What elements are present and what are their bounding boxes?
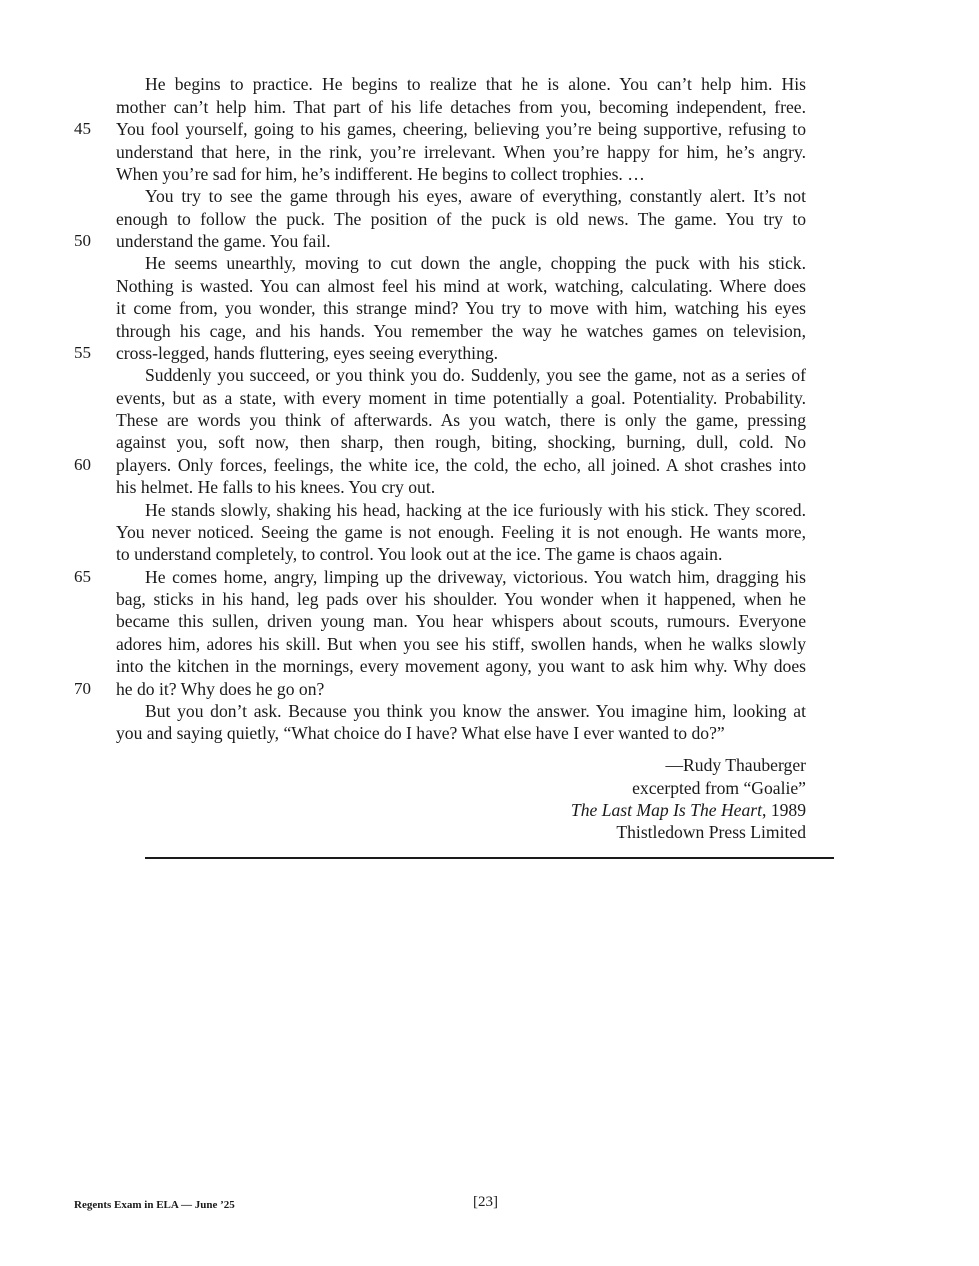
line-number: 55 xyxy=(74,343,91,362)
passage-line: mother can’t help him. That part of his life detaches from you, becoming independent, free. xyxy=(116,97,806,117)
footer-exam-label: Regents Exam in ELA — June ’25 xyxy=(74,1199,235,1211)
passage-line: You never noticed. Seeing the game is not enough. Feeling it is not enough. He wants more, xyxy=(116,522,806,542)
attribution-book-year: , 1989 xyxy=(762,800,806,820)
attribution-source xyxy=(571,799,806,821)
passage-line: understand that here, in the rink, you’re irrelevant. When you’re happy for him, he’s angry. xyxy=(116,142,806,162)
passage-line: adores him, adores his skill. But when you see his stiff, swollen hands, when he walks slowly xyxy=(116,634,806,654)
passage-line: Suddenly you succeed, or you think you do. Suddenly, you see the game, not as a series of xyxy=(145,365,806,385)
attribution-book-title: The Last Map Is The Heart xyxy=(570,800,763,820)
passage-line: He seems unearthly, moving to cut down the angle, chopping the puck with his stick. xyxy=(145,253,806,273)
passage-line: to understand completely, to control. You look out at the ice. The game is chaos again. xyxy=(116,544,723,564)
footer-page-number: [23] xyxy=(473,1194,498,1210)
passage-line: you and saying quietly, “What choice do I have? What else have I ever wanted to do?” xyxy=(116,723,725,743)
attribution-author: —Rudy Thauberger xyxy=(665,755,806,775)
passage-line: When you’re sad for him, he’s indifferent. He begins to collect trophies. … xyxy=(116,164,645,184)
line-number: 60 xyxy=(74,455,91,474)
passage-line: his helmet. He falls to his knees. You cry out. xyxy=(116,477,436,497)
passage-line: These are words you think of afterwards. As you watch, there is only the game, pressing xyxy=(116,410,806,430)
passage-line: through his cage, and his hands. You remember the way he watches games on television, xyxy=(116,321,806,341)
passage-line: You try to see the game through his eyes, aware of everything, constantly alert. It’s not xyxy=(145,186,806,206)
passage-line: He comes home, angry, limping up the driveway, victorious. You watch him, dragging his xyxy=(145,567,806,587)
passage-line: He stands slowly, shaking his head, hacking at the ice furiously with his stick. They scored. xyxy=(145,500,806,520)
passage-line: it come from, you wonder, this strange mind? You try to move with him, watching his eyes xyxy=(116,298,806,318)
passage-line: He begins to practice. He begins to realize that he is alone. You can’t help him. His xyxy=(145,74,806,94)
passage-line: became this sullen, driven young man. You hear whispers about scouts, rumours. Everyone xyxy=(116,611,806,631)
line-number: 50 xyxy=(74,231,91,250)
passage-line: into the kitchen in the mornings, every movement agony, you want to ask him why. Why does xyxy=(116,656,806,676)
attribution-excerpt: excerpted from “Goalie” xyxy=(632,778,806,798)
passage-line: he do it? Why does he go on? xyxy=(116,679,325,699)
passage-line: events, but as a state, with every moment in time potentially a goal. Potentiality. Probability. xyxy=(116,388,806,408)
passage-line: cross-legged, hands fluttering, eyes seeing everything. xyxy=(116,343,499,363)
divider-rule xyxy=(145,857,834,859)
line-number: 70 xyxy=(74,679,91,698)
passage-line: players. Only forces, feelings, the white ice, the cold, the echo, all joined. A shot crashes into xyxy=(116,455,806,475)
passage-line: against you, soft now, then sharp, then rough, biting, shocking, burning, dull, cold. No xyxy=(116,432,806,452)
passage-line: But you don’t ask. Because you think you know the answer. You imagine him, looking at xyxy=(145,701,806,721)
line-number: 65 xyxy=(74,567,91,586)
passage-line: enough to follow the puck. The position of the puck is old news. The game. You try to xyxy=(116,209,806,229)
passage-line: You fool yourself, going to his games, cheering, believing you’re being supportive, refusing to xyxy=(116,119,806,139)
passage-line: understand the game. You fail. xyxy=(116,231,331,251)
passage-line: bag, sticks in his hand, leg pads over his shoulder. You wonder when it happened, when he xyxy=(116,589,806,609)
attribution-publisher: Thistledown Press Limited xyxy=(616,822,806,842)
passage-line: Nothing is wasted. You can almost feel his mind at work, watching, calculating. Where does xyxy=(116,276,806,296)
line-number: 45 xyxy=(74,119,91,138)
